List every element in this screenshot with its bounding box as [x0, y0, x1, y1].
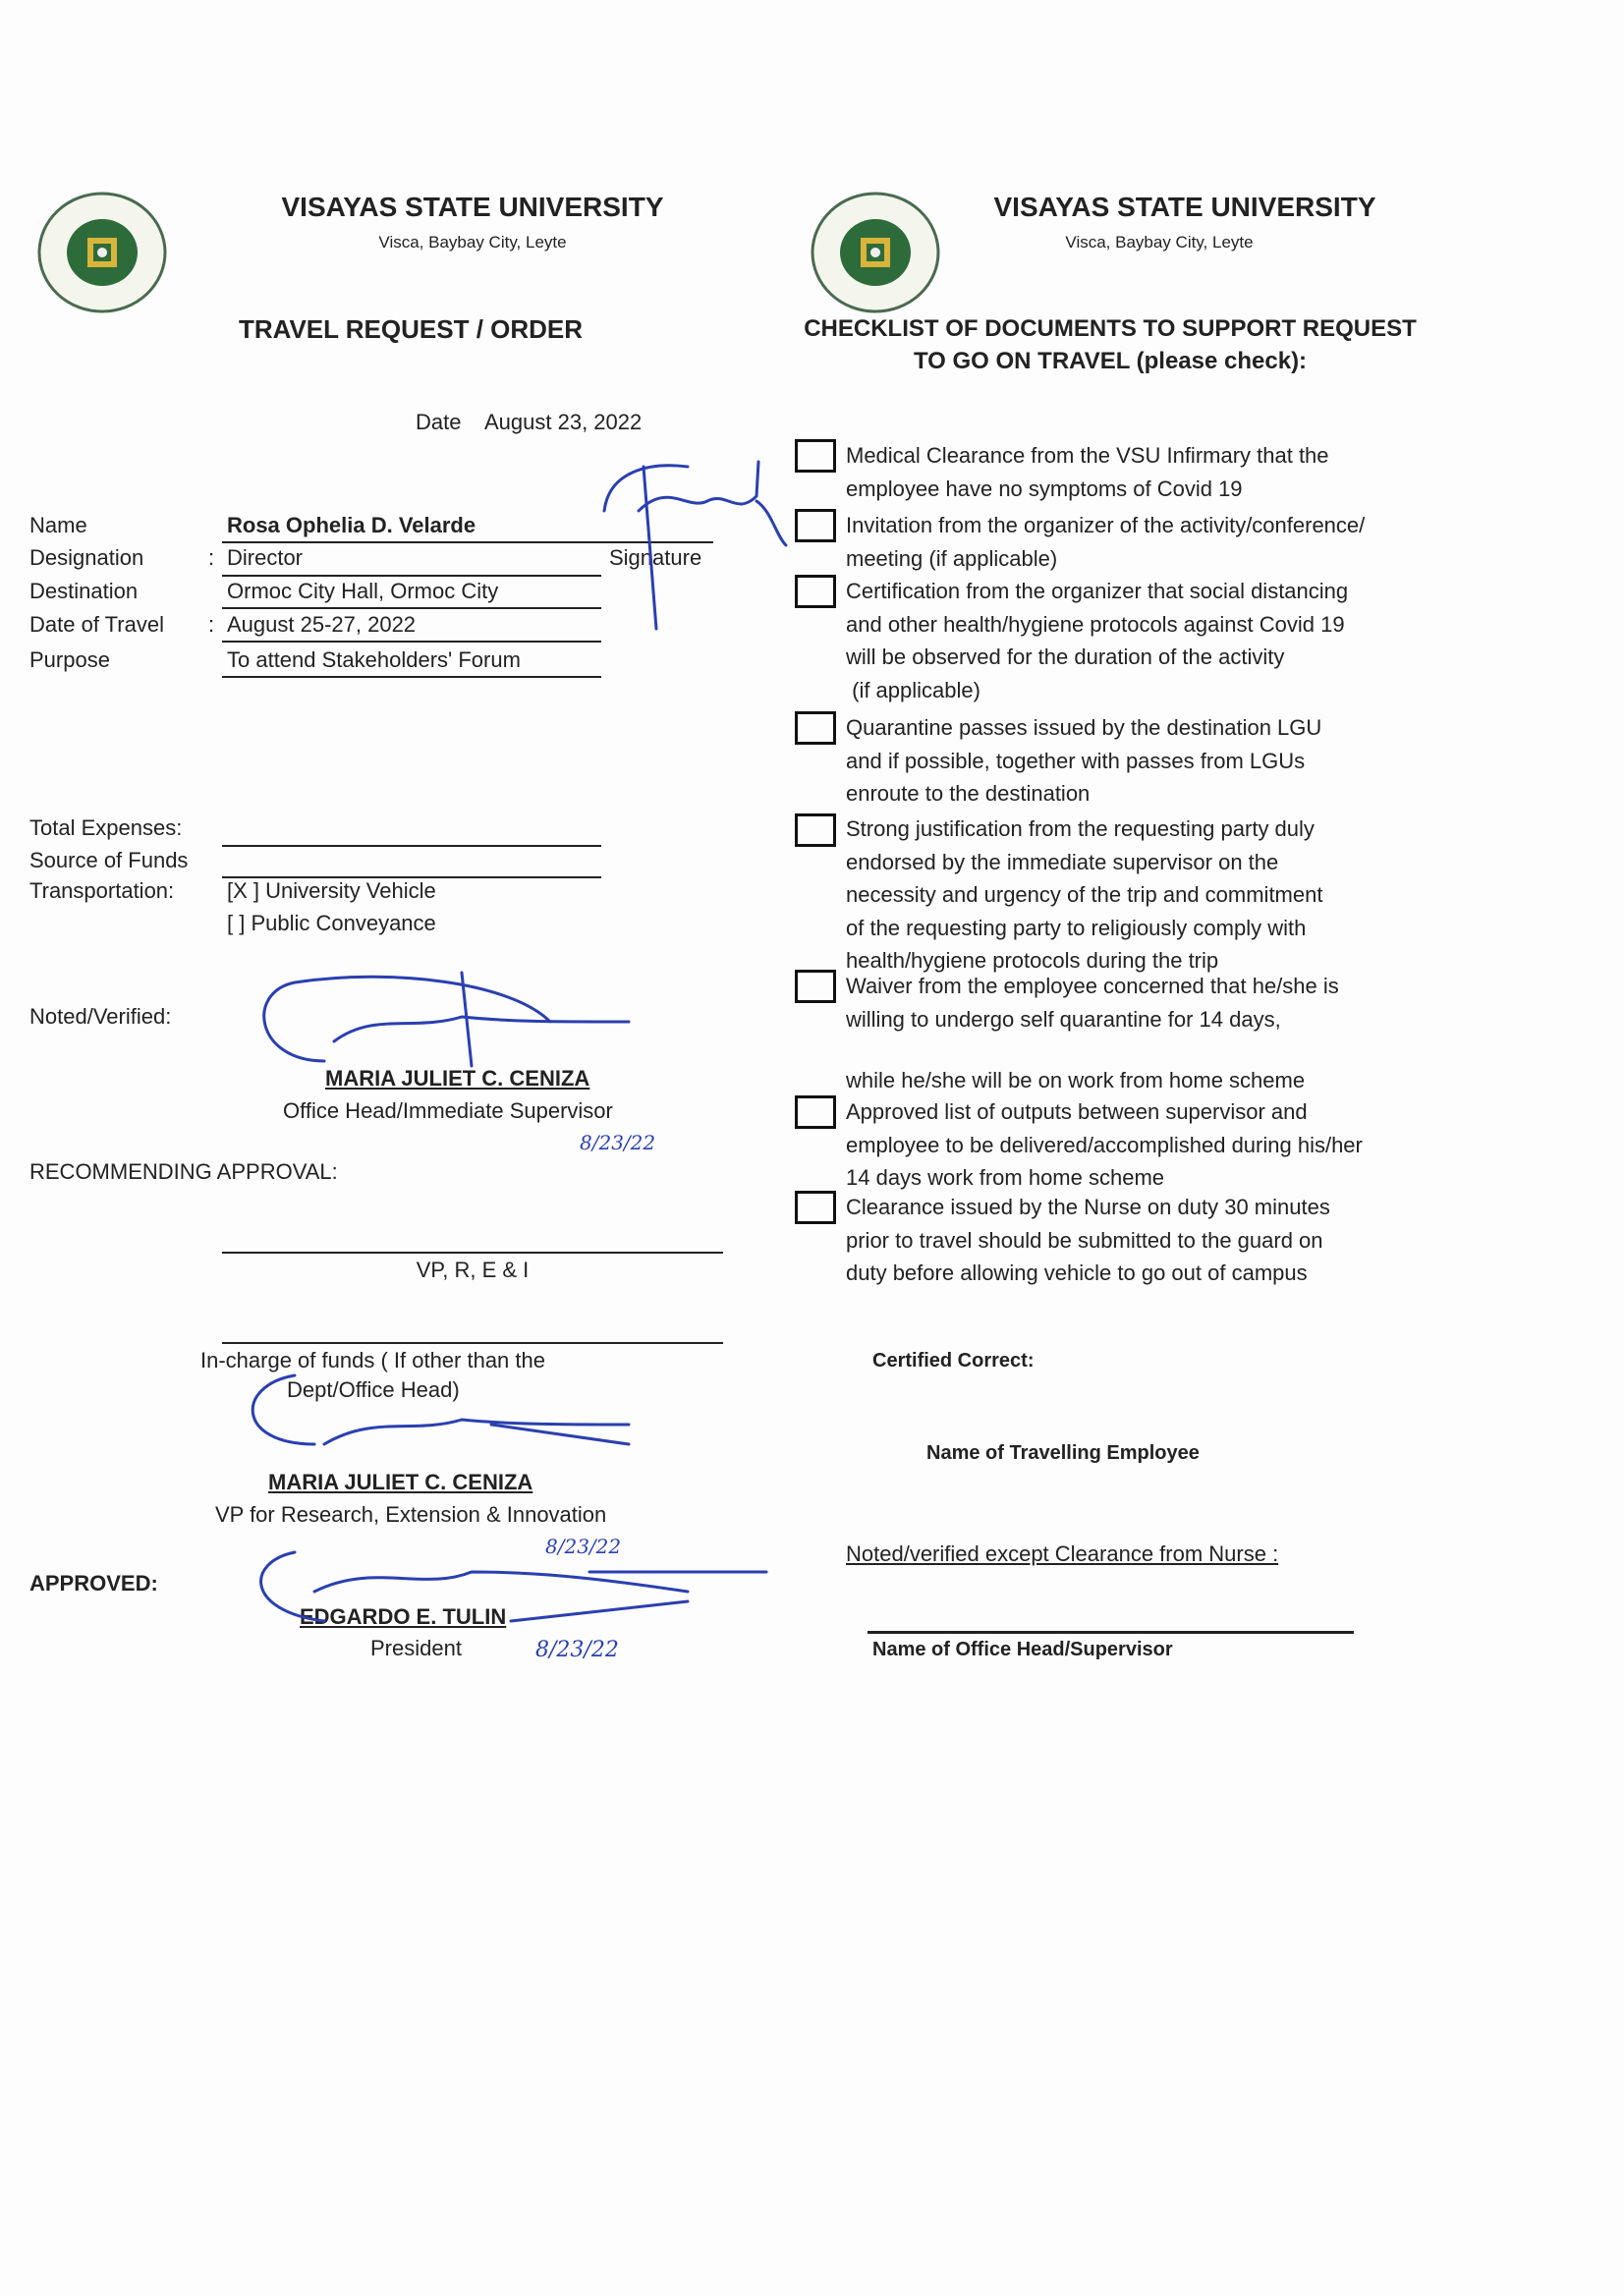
president-handwritten-date: 8/23/22 [535, 1638, 619, 1662]
checklist-item-quarantine-passes: Quarantine passes issued by the destination LGU and if possible, together with passes from LGUs enroute to the destination [846, 715, 1322, 806]
checkbox-invitation[interactable] [795, 509, 836, 542]
checklist-item-nurse-clearance: Clearance issued by the Nurse on duty 30 minutes prior to travel should be submitted to the guard on duty before allowing vehicle to go out of campus [846, 1195, 1330, 1285]
field-label-purpose: Purpose [29, 647, 110, 672]
field-label-date-of-travel: Date of Travel [29, 612, 164, 637]
checkbox-medical-clearance[interactable] [795, 439, 836, 473]
university-address-right: Visca, Baybay City, Leyte [1065, 233, 1254, 252]
university-address: Visca, Baybay City, Leyte [378, 233, 567, 252]
field-label-destination: Destination [29, 579, 139, 603]
travelling-employee-label: Name of Travelling Employee [926, 1442, 1200, 1464]
checkbox-certification[interactable] [795, 575, 836, 608]
source-of-funds-label: Source of Funds [29, 848, 189, 872]
field-value-designation: Director [227, 545, 304, 570]
university-seal-logo-right [810, 191, 941, 314]
field-sep: : [208, 612, 215, 637]
field-value-name: Rosa Ophelia D. Velarde [227, 513, 476, 537]
incharge-name: MARIA JULIET C. CENIZA [268, 1470, 533, 1494]
transport-option-university-vehicle: [X ] University Vehicle [227, 878, 436, 903]
form-title: TRAVEL REQUEST / ORDER [238, 314, 584, 344]
president-name: EDGARDO E. TULIN [300, 1604, 507, 1629]
total-expenses-label: Total Expenses: [29, 815, 183, 840]
checklist-item-strong-justification: Strong justification from the requesting party duly endorsed by the immediate supervisor on the necessity and urgency of the trip and commitment of the requesting party to religiously comply with health/hygiene protocols during the trip [846, 816, 1323, 973]
incharge-handwritten-date: 8/23/22 [545, 1535, 622, 1558]
signature-label: Signature [609, 545, 702, 570]
university-seal-logo [36, 191, 168, 314]
office-head-supervisor-label: Name of Office Head/Supervisor [872, 1639, 1173, 1660]
checkbox-approved-outputs[interactable] [795, 1095, 836, 1129]
president-title: President [370, 1636, 462, 1660]
incharge-label-line1: In-charge of funds ( If other than the [200, 1348, 545, 1372]
checklist-item-certification: Certification from the organizer that social distancing and other health/hygiene protocols against Covid 19 will be observed for the duration of the activity (if applicable) [846, 579, 1349, 702]
checklist-item-medical-clearance: Medical Clearance from the VSU Infirmary that the employee have no symptoms of Covid 19 [846, 443, 1329, 501]
checkbox-strong-justification[interactable] [795, 813, 836, 847]
checkbox-nurse-clearance[interactable] [795, 1191, 836, 1224]
approved-label: APPROVED: [29, 1571, 158, 1596]
field-label-designation: Designation [29, 545, 144, 570]
noted-verified-label: Noted/Verified: [29, 1004, 172, 1029]
field-sep: : [208, 545, 215, 570]
university-name-right: VISAYAS STATE UNIVERSITY [993, 192, 1376, 222]
checklist-item-approved-outputs: Approved list of outputs between supervisor and employee to be delivered/accomplished during his/her 14 days work from home scheme [846, 1099, 1363, 1190]
date-label: Date [416, 410, 462, 434]
field-value-date-of-travel: August 25-27, 2022 [227, 612, 417, 637]
field-label-name: Name [29, 513, 87, 537]
certified-correct-label: Certified Correct: [872, 1350, 1035, 1372]
checkbox-quarantine-passes[interactable] [795, 711, 836, 745]
transport-option-public-conveyance: [ ] Public Conveyance [227, 911, 436, 935]
checklist-item-waiver: Waiver from the employee concerned that he/she is willing to undergo self quarantine for 14 days, while he/she will be on work from home scheme [846, 974, 1339, 1092]
date-value: August 23, 2022 [484, 410, 643, 434]
checklist-title-line2: TO GO ON TRAVEL (please check): [913, 348, 1308, 374]
vp-rei-label: VP, R, E & I [416, 1258, 530, 1282]
noted-signature [264, 973, 629, 1066]
transportation-label: Transportation: [29, 878, 175, 903]
noted-title: Office Head/Immediate Supervisor [283, 1098, 613, 1123]
field-value-destination: Ormoc City Hall, Ormoc City [227, 579, 499, 603]
noted-name: MARIA JULIET C. CENIZA [325, 1066, 590, 1091]
checklist-item-invitation: Invitation from the organizer of the activity/conference/ meeting (if applicable) [846, 513, 1366, 571]
noted-handwritten-date: 8/23/22 [580, 1131, 656, 1154]
incharge-label-line2: Dept/Office Head) [287, 1377, 460, 1402]
incharge-title: VP for Research, Extension & Innovation [215, 1502, 607, 1527]
university-name: VISAYAS STATE UNIVERSITY [281, 192, 664, 222]
checkbox-waiver[interactable] [795, 970, 836, 1003]
field-value-purpose: To attend Stakeholders' Forum [227, 647, 521, 672]
checklist-title-line1: CHECKLIST OF DOCUMENTS TO SUPPORT REQUEST [804, 315, 1417, 342]
recommending-approval-label: RECOMMENDING APPROVAL: [29, 1159, 338, 1184]
noted-except-nurse-label: Noted/verified except Clearance from Nurse : [846, 1541, 1279, 1566]
